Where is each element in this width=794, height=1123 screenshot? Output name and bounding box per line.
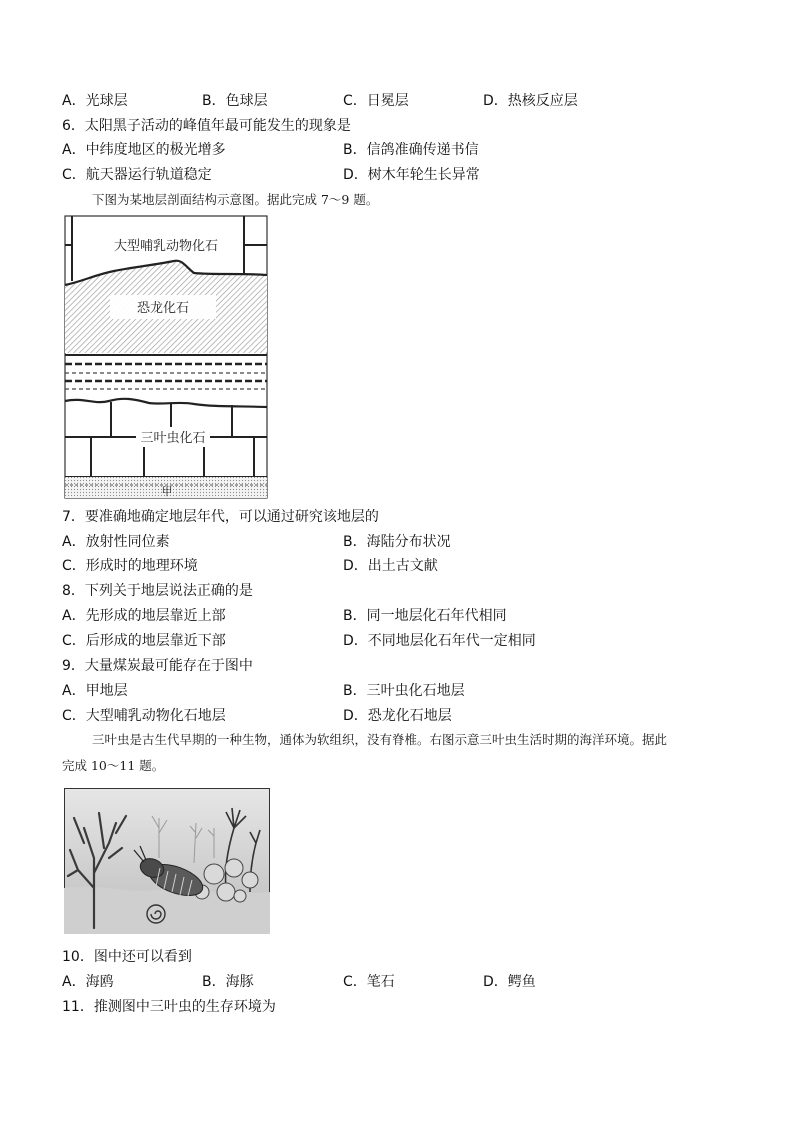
q6-option-a: A．中纬度地区的极光增多	[62, 142, 226, 158]
q6-option-c: C．航天器运行轨道稳定	[62, 167, 212, 183]
q8-option-b: B．同一地层化石年代相同	[343, 608, 507, 624]
q5-option-d: D．热核反应层	[483, 93, 578, 109]
q10-option-b: B．海豚	[202, 974, 254, 990]
q10-option-d: D．鳄鱼	[483, 974, 536, 990]
q6-option-d: D．树木年轮生长异常	[343, 167, 480, 183]
q8-stem: 8．下列关于地层说法正确的是	[62, 583, 253, 599]
q5-option-c: C．日冕层	[343, 93, 409, 109]
strata-figure	[64, 215, 268, 499]
q9-stem: 9．大量煤炭最可能存在于图中	[62, 658, 253, 674]
label-trilobite-fossil: 三叶虫化石	[140, 431, 206, 446]
q7-option-a: A．放射性同位素	[62, 534, 170, 550]
q10-option-c: C．笔石	[343, 974, 395, 990]
q5-option-b: B．色球层	[202, 93, 268, 109]
label-mammal-fossil: 大型哺乳动物化石	[113, 239, 219, 254]
q6-option-b: B．信鸽准确传递书信	[343, 142, 479, 158]
q7-option-d: D．出土古文献	[343, 558, 438, 574]
q7-option-c: C．形成时的地理环境	[62, 558, 198, 574]
q9-option-c: C．大型哺乳动物化石地层	[62, 708, 226, 724]
q6-stem: 6．太阳黑子活动的峰值年最可能发生的现象是	[62, 118, 351, 134]
q9-option-d: D．恐龙化石地层	[343, 708, 452, 724]
q7-option-b: B．海陆分布状况	[343, 534, 451, 550]
q10-option-a: A．海鸥	[62, 974, 114, 990]
q7-stem: 7．要准确地确定地层年代，可以通过研究该地层的	[62, 509, 379, 525]
q9-option-a: A．甲地层	[62, 683, 128, 699]
trilobite-sea-illustration	[64, 788, 270, 934]
q9-option-b: B．三叶虫化石地层	[343, 683, 465, 699]
q5-option-a: A．光球层	[62, 93, 128, 109]
label-layer-jia: 甲	[161, 485, 173, 498]
q11-stem: 11．推测图中三叶虫的生存环境为	[62, 999, 276, 1015]
intro-10-11-line2: 完成 10～11 题。	[62, 758, 165, 773]
q8-option-c: C．后形成的地层靠近下部	[62, 633, 226, 649]
q10-stem: 10．图中还可以看到	[62, 949, 192, 965]
intro-7-9: 下图为某地层剖面结构示意图。据此完成 7～9 题。	[92, 192, 379, 207]
q8-option-d: D．不同地层化石年代一定相同	[343, 633, 536, 649]
q8-option-a: A．先形成的地层靠近上部	[62, 608, 226, 624]
label-dinosaur-fossil: 恐龙化石	[136, 301, 190, 316]
intro-10-11-line1: 三叶虫是古生代早期的一种生物，通体为软组织，没有脊椎。右图示意三叶虫生活时期的海洋环境。据此	[92, 732, 668, 747]
